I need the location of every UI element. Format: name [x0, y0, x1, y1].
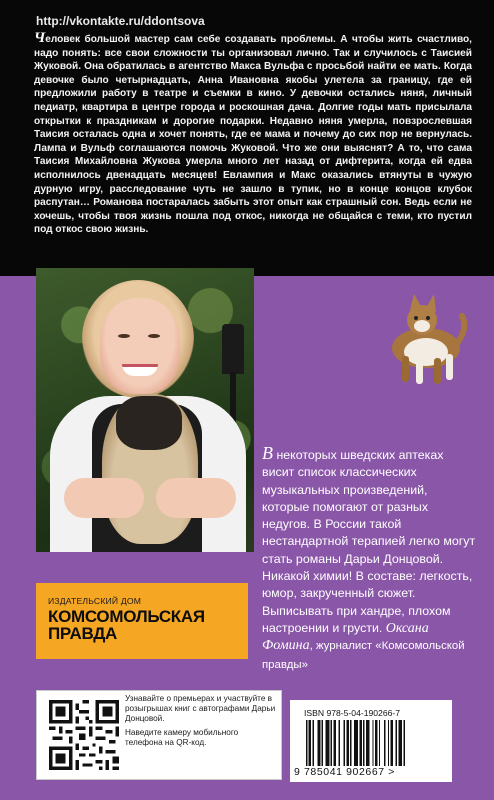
author-url[interactable]: http://vkontakte.ru/ddontsova	[36, 14, 205, 28]
quote-text: некоторых шведских аптеках висит список классических музыкальных произведений, которые помогают от разных недугов. В России такой нестандартной терапией легко могут стать романы Дарьи Донцовой. Никакой химии! В составе: легкость, юмор, закрученный сюжет. Выписывать при хандре, плохом настроении и грусти.	[262, 448, 476, 635]
author-photo	[36, 268, 254, 552]
photo-arm-left	[64, 478, 144, 518]
photo-eye-left	[118, 334, 130, 338]
info-text	[125, 694, 277, 751]
quote-author: Оксана Фомина	[262, 620, 429, 654]
quote-author-role: , журналист «Комсомольской правды»	[262, 640, 465, 671]
synopsis-block	[0, 0, 494, 276]
info-line-qr: Наведите камеру мобильного телефона на QR-код.	[125, 727, 239, 747]
publisher-label: ИЗДАТЕЛЬСКИЙ ДОМ	[48, 596, 142, 606]
barcode-icon	[304, 720, 440, 766]
kitten-illustration	[376, 288, 468, 388]
photo-pug-face	[116, 396, 182, 450]
synopsis-body: еловек большой мастер сам себе создавать проблемы. А чтобы жить счастливо, надо понять: все свои сложности ты организовал лично. Так и случилось с Таисией Жуковой. Она обратилась в агентство Макса Вульфа с просьбой найти ее мать. Когда девочке было четырнадцать, Анна Ивановна якобы улетела за границу, где ей предложили работу в театре и съемки в кино. У девочки остались няня, личный педиатр, квартира в центре города и роскошная дача. Долгие годы мать присылала открытки к праздникам и дорогие подарки. Недавно няня умерла, повзрослевшая Таисия осталась одна и хочет понять, где ее мама и почему до сих пор не вернулась. Лампа и Вульф соглашаются помочь Жуковой. Что же они выяснят? А то, что сама Таисия Михайловна Жукова умерла много лет назад от дифтерита, когда ей едва исполнилось двенадцать месяцев! Евлампия и Макс оказались втянуты в чужую дурную игру, расследование чуть не зашло в тупик, но в конце концов клубок распутан… Романова постаралась забыть этот опыт как страшный сон. Ведь если не хочешь, чтобы твоя жизнь пошла под откос, никогда не общайся с теми, кто пустил под откос свою жизнь.	[34, 34, 472, 236]
isbn-label: ISBN 978-5-04-190266-7	[304, 708, 401, 718]
synopsis-text	[34, 32, 472, 237]
publisher-logo	[36, 583, 248, 659]
photo-lamp	[222, 324, 244, 374]
photo-arm-right	[156, 478, 236, 518]
info-line-promo: Узнавайте о премьерах и участвуйте в розыгрышах книг с автографами Дарьи Донцовой.	[125, 694, 276, 724]
barcode-number: 9 785041 902667 >	[294, 766, 395, 778]
isbn-barcode-box	[290, 700, 452, 782]
review-quote	[262, 445, 476, 674]
quote-dropcap: В	[262, 443, 273, 463]
publisher-name: КОМСОМОЛЬСКАЯ ПРАВДА	[48, 607, 205, 643]
synopsis-dropcap: Ч	[34, 30, 46, 46]
qr-code-icon[interactable]	[49, 700, 119, 770]
photo-face	[100, 298, 180, 394]
qr-info-box	[36, 690, 282, 780]
photo-eye-right	[148, 334, 160, 338]
